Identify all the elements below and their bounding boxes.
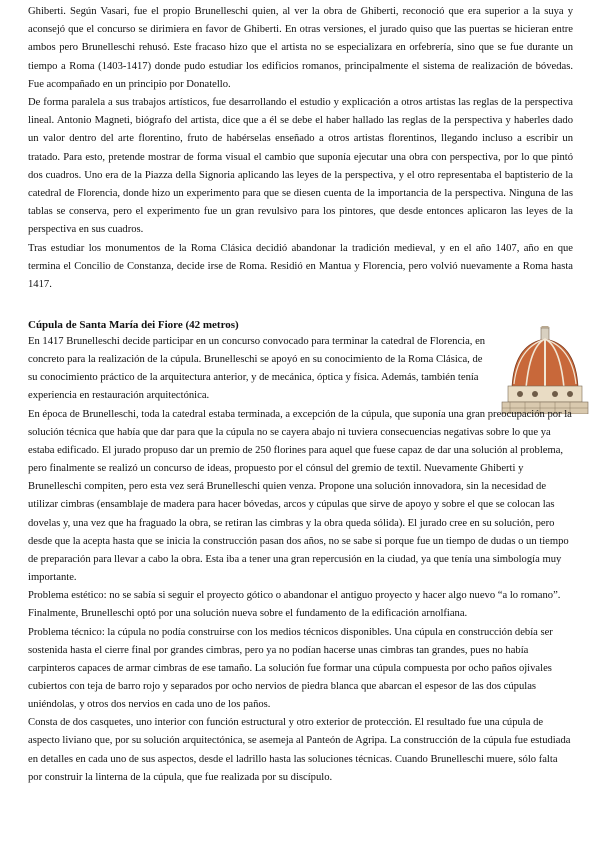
intro-paragraph: Ghiberti. Según Vasari, fue el propio Brunelleschi quien, al ver la obra de Ghiberti, reconoció que era superior a la suya y aconsejó que el concurso se dirimiera en favor de Ghiberti. En otras versiones, el jurado quiso que las puertas se hicieran entre ambos pero Brunelleschi rehusó. Este fracaso hizo que el artista no se especializara en orfebrería, sino que se fue durante un tiempo a Roma (1403-1417) donde pudo estudiar los edificios romanos, principalmente el sistema de realización de bóvedas. Fue acompañado en un principio por Donatello. — [28, 6, 573, 90]
section-paragraph: Consta de dos casquetes, uno interior con función estructural y otro exterior de protección. El resultado fue una cúpula de aspecto liviano que, por su solución arquitectónica, se asemeja al Panteón de Agripa. La construcción de la cúpula fue estudiada en detalles en cada uno de sus aspectos, desde el ladrillo hasta las soluciones técnicas. Cuando Brunelleschi muere, sólo falta por construir la linterna de la cúpula, que fue realizada por su discípulo. — [28, 717, 571, 783]
section-paragraph: Problema estético: no se sabía si seguir el proyecto gótico o abandonar el antiguo proyecto y hacer algo nuevo “a lo romano”. Finalmente, Brunelleschi optó por una solución nueva sobre el fundamento de la edificación arnolfiana. — [28, 590, 561, 620]
section-paragraph: Problema técnico: la cúpula no podía construirse con los medios técnicos disponibles. Una cúpula en construcción debía ser sostenida hasta el cierre final por grandes cimbras, pero ya no podían hacerse unas cimbras tan grandes, pues no había carpinteros capaces de armar cimbras de ese tamaño. La solución fue formar una cúpula compuesta por ocho paños ojivales cubiertos con teja de barro rojo y separados por ocho nervios de piedra blanca que abarcan el espesor de las dos cúpulas uniéndolas, y otros dos nervios en cada uno de los paños. — [28, 626, 553, 711]
intro-text — [28, 3, 573, 294]
section-paragraph: En época de Brunelleschi, toda la catedral estaba terminada, a excepción de la cúpula, que suponía una gran preocupación por la solución técnica que había que dar para que la cúpula no se cayera abajo ni tuviera consecuencias negativas sobre lo que ya estaba edificado. El jurado propuso dar un premio de 250 florines para aquel que fuese capaz de dar una solución al problema, pero finalmente se realizó un concurso de ideas, propuesto por el cónsul del gremio de textil. Nuevamente Ghiberti y Brunelleschi compiten, pero esta vez será Brunelleschi quien venza. Propone una solución innovadora, sin la necesidad de utilizar cimbras (ensamblaje de madera para hacer bóvedas, arcos y cúpulas que sirve de apoyo y sobre el que se colocan las dovelas y, una vez que ha fraguado la obra, se retiran las cimbras y la obra queda sólida). El jurado cree en su solución, pero desde que la acepta hasta que se inicia la construcción pasan dos años, no se sabe si porque fue un tiempo de dudas o un tiempo de preparación para llevar a cabo la obra. Esta iba a tener una gran repercusión en la ciudad, ya que tenía una simbología muy importante. — [28, 408, 572, 584]
section-body — [28, 333, 573, 787]
section-heading: Cúpula de Santa María dei Fiore (42 metros) — [28, 319, 239, 331]
intro-paragraph: Tras estudiar los monumentos de la Roma Clásica decidió abandonar la tradición medieval, y en el año 1407, año en que termina el Concilio de Constanza, decide irse de Roma. Residió en Mantua y Florencia, pero volvió nuevamente a Roma hasta 1417. — [28, 242, 573, 291]
intro-paragraph: De forma paralela a sus trabajos artísticos, fue desarrollando el estudio y explicación a otros artistas las reglas de la perspectiva lineal. Antonio Magneti, biógrafo del artista, dice que a él se debe el haber hallado las reglas de la perspectiva y haberles dado un valor dentro del arte florentino, fruto de habérselas enseñado a otros artistas florentinos, llegando incluso a escribir un tratado. Para esto, pretende mostrar de forma visual el cambio que suponía ejecutar una obra con perspectiva, por lo que pintó dos cuadros. Uno era de la Piazza della Signoria aplicando las leyes de la perspectiva, y el otro representaba el baptisterio de la catedral de Florencia, donde hizo un experimento para que se diesen cuenta de la importancia de la perspectiva. Ninguna de las tablas se conserva, pero el experimento fue un gran revulsivo para los pintores, que desde entonces aplicaron las leyes de la perspectiva en sus cuadros. — [28, 97, 573, 236]
section-paragraph: En 1417 Brunelleschi decide participar en un concurso convocado para terminar la catedral de Florencia, en concreto para la realización de la cúpula. Brunelleschi se apoyó en su conocimiento de la Roma Clásica, de su conocimiento práctico de la arquitectura anterior, y de mecánica, óptica y física. Además, también tenía experiencia en restauración arquitectónica. — [28, 336, 486, 402]
